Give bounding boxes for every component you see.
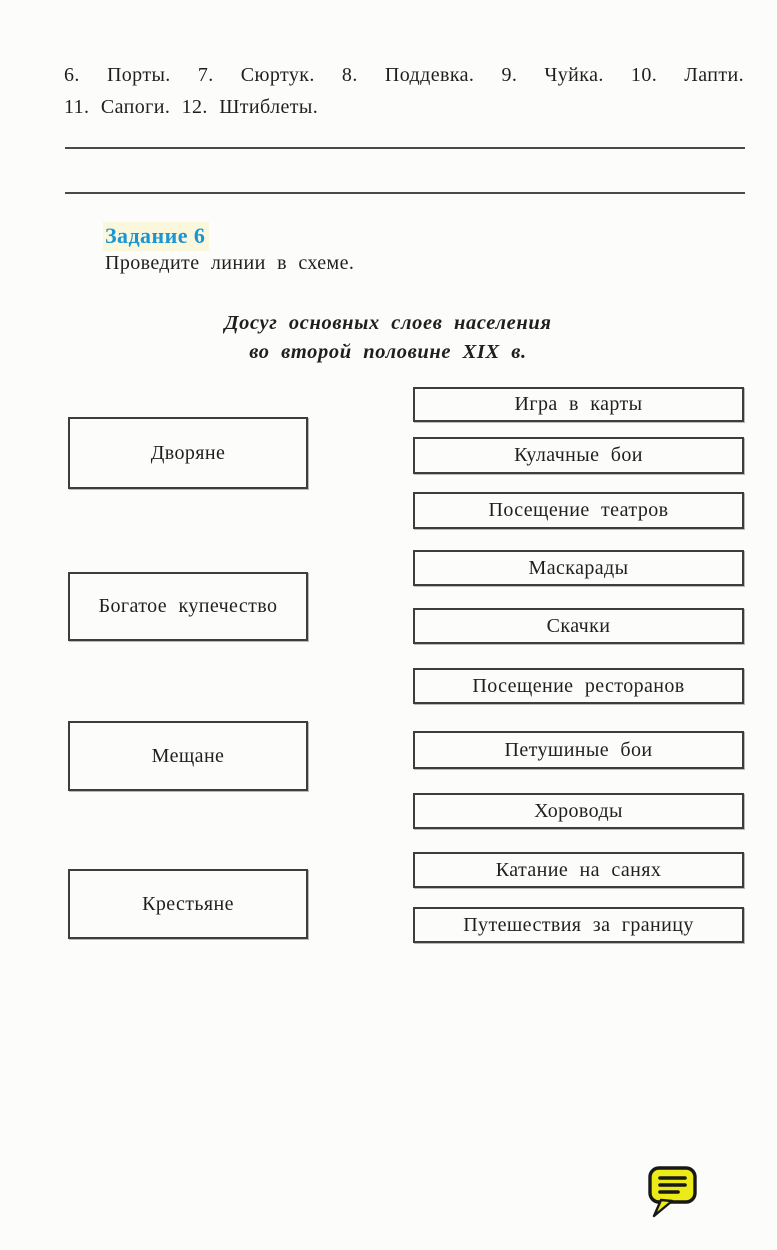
scheme-box-label: Игра в карты — [514, 393, 643, 415]
scheme-box-label: Кулачные бои — [514, 444, 643, 466]
scheme-title — [68, 309, 708, 367]
speech-bubble-glyph — [646, 1164, 700, 1220]
scheme-right-box[interactable] — [413, 387, 744, 422]
scheme-right-box[interactable] — [413, 907, 744, 943]
scheme-box-label: Богатое купечество — [98, 595, 278, 617]
scheme-box-label: Посещение театров — [488, 499, 669, 521]
scheme-title-line-1: Досуг основных слоев населения — [224, 312, 552, 334]
scheme-box-label: Катание на санях — [495, 858, 662, 881]
scheme-box-label: Петушиные бои — [504, 738, 653, 761]
scheme-box-label: Путешествия за границу — [463, 913, 694, 936]
task-instruction: Проведите линии в схеме. — [105, 252, 355, 274]
scheme-box-label: Посещение ресторанов — [472, 674, 685, 697]
scheme-left-box[interactable] — [68, 869, 308, 939]
comment-bubble-icon[interactable] — [646, 1164, 700, 1218]
scheme-left-box[interactable] — [68, 417, 308, 489]
task-heading: Задание 6 — [103, 222, 209, 251]
scheme-right-box[interactable] — [413, 492, 744, 529]
scheme-box-label: Крестьяне — [142, 892, 234, 915]
scheme-right-box[interactable] — [413, 550, 744, 586]
scheme-right-box[interactable] — [413, 731, 744, 769]
scheme-right-box[interactable] — [413, 793, 744, 829]
answer-line[interactable] — [65, 192, 745, 194]
scheme-right-box[interactable] — [413, 437, 744, 474]
intro-text — [64, 59, 744, 123]
intro-line-2: 11. Сапоги. 12. Штиблеты. — [64, 96, 319, 118]
scheme-right-box[interactable] — [413, 852, 744, 888]
scheme-right-box[interactable] — [413, 608, 744, 644]
scheme-box-label: Хороводы — [534, 799, 623, 822]
intro-line-1: 6. Порты. 7. Сюртук. 8. Поддевка. 9. Чуйка. 10. Лапти. — [64, 64, 744, 86]
scheme-box-label: Дворяне — [150, 441, 226, 464]
answer-line[interactable] — [65, 147, 745, 149]
scheme-box-label: Скачки — [546, 614, 611, 637]
scheme-box-label: Мещане — [151, 744, 225, 767]
scheme-box-label: Маскарады — [528, 556, 629, 579]
scheme-left-box[interactable] — [68, 572, 308, 641]
scheme-title-line-2: во второй половине XIX в. — [249, 341, 527, 363]
scheme-left-box[interactable] — [68, 721, 308, 791]
scheme-right-box[interactable] — [413, 668, 744, 704]
